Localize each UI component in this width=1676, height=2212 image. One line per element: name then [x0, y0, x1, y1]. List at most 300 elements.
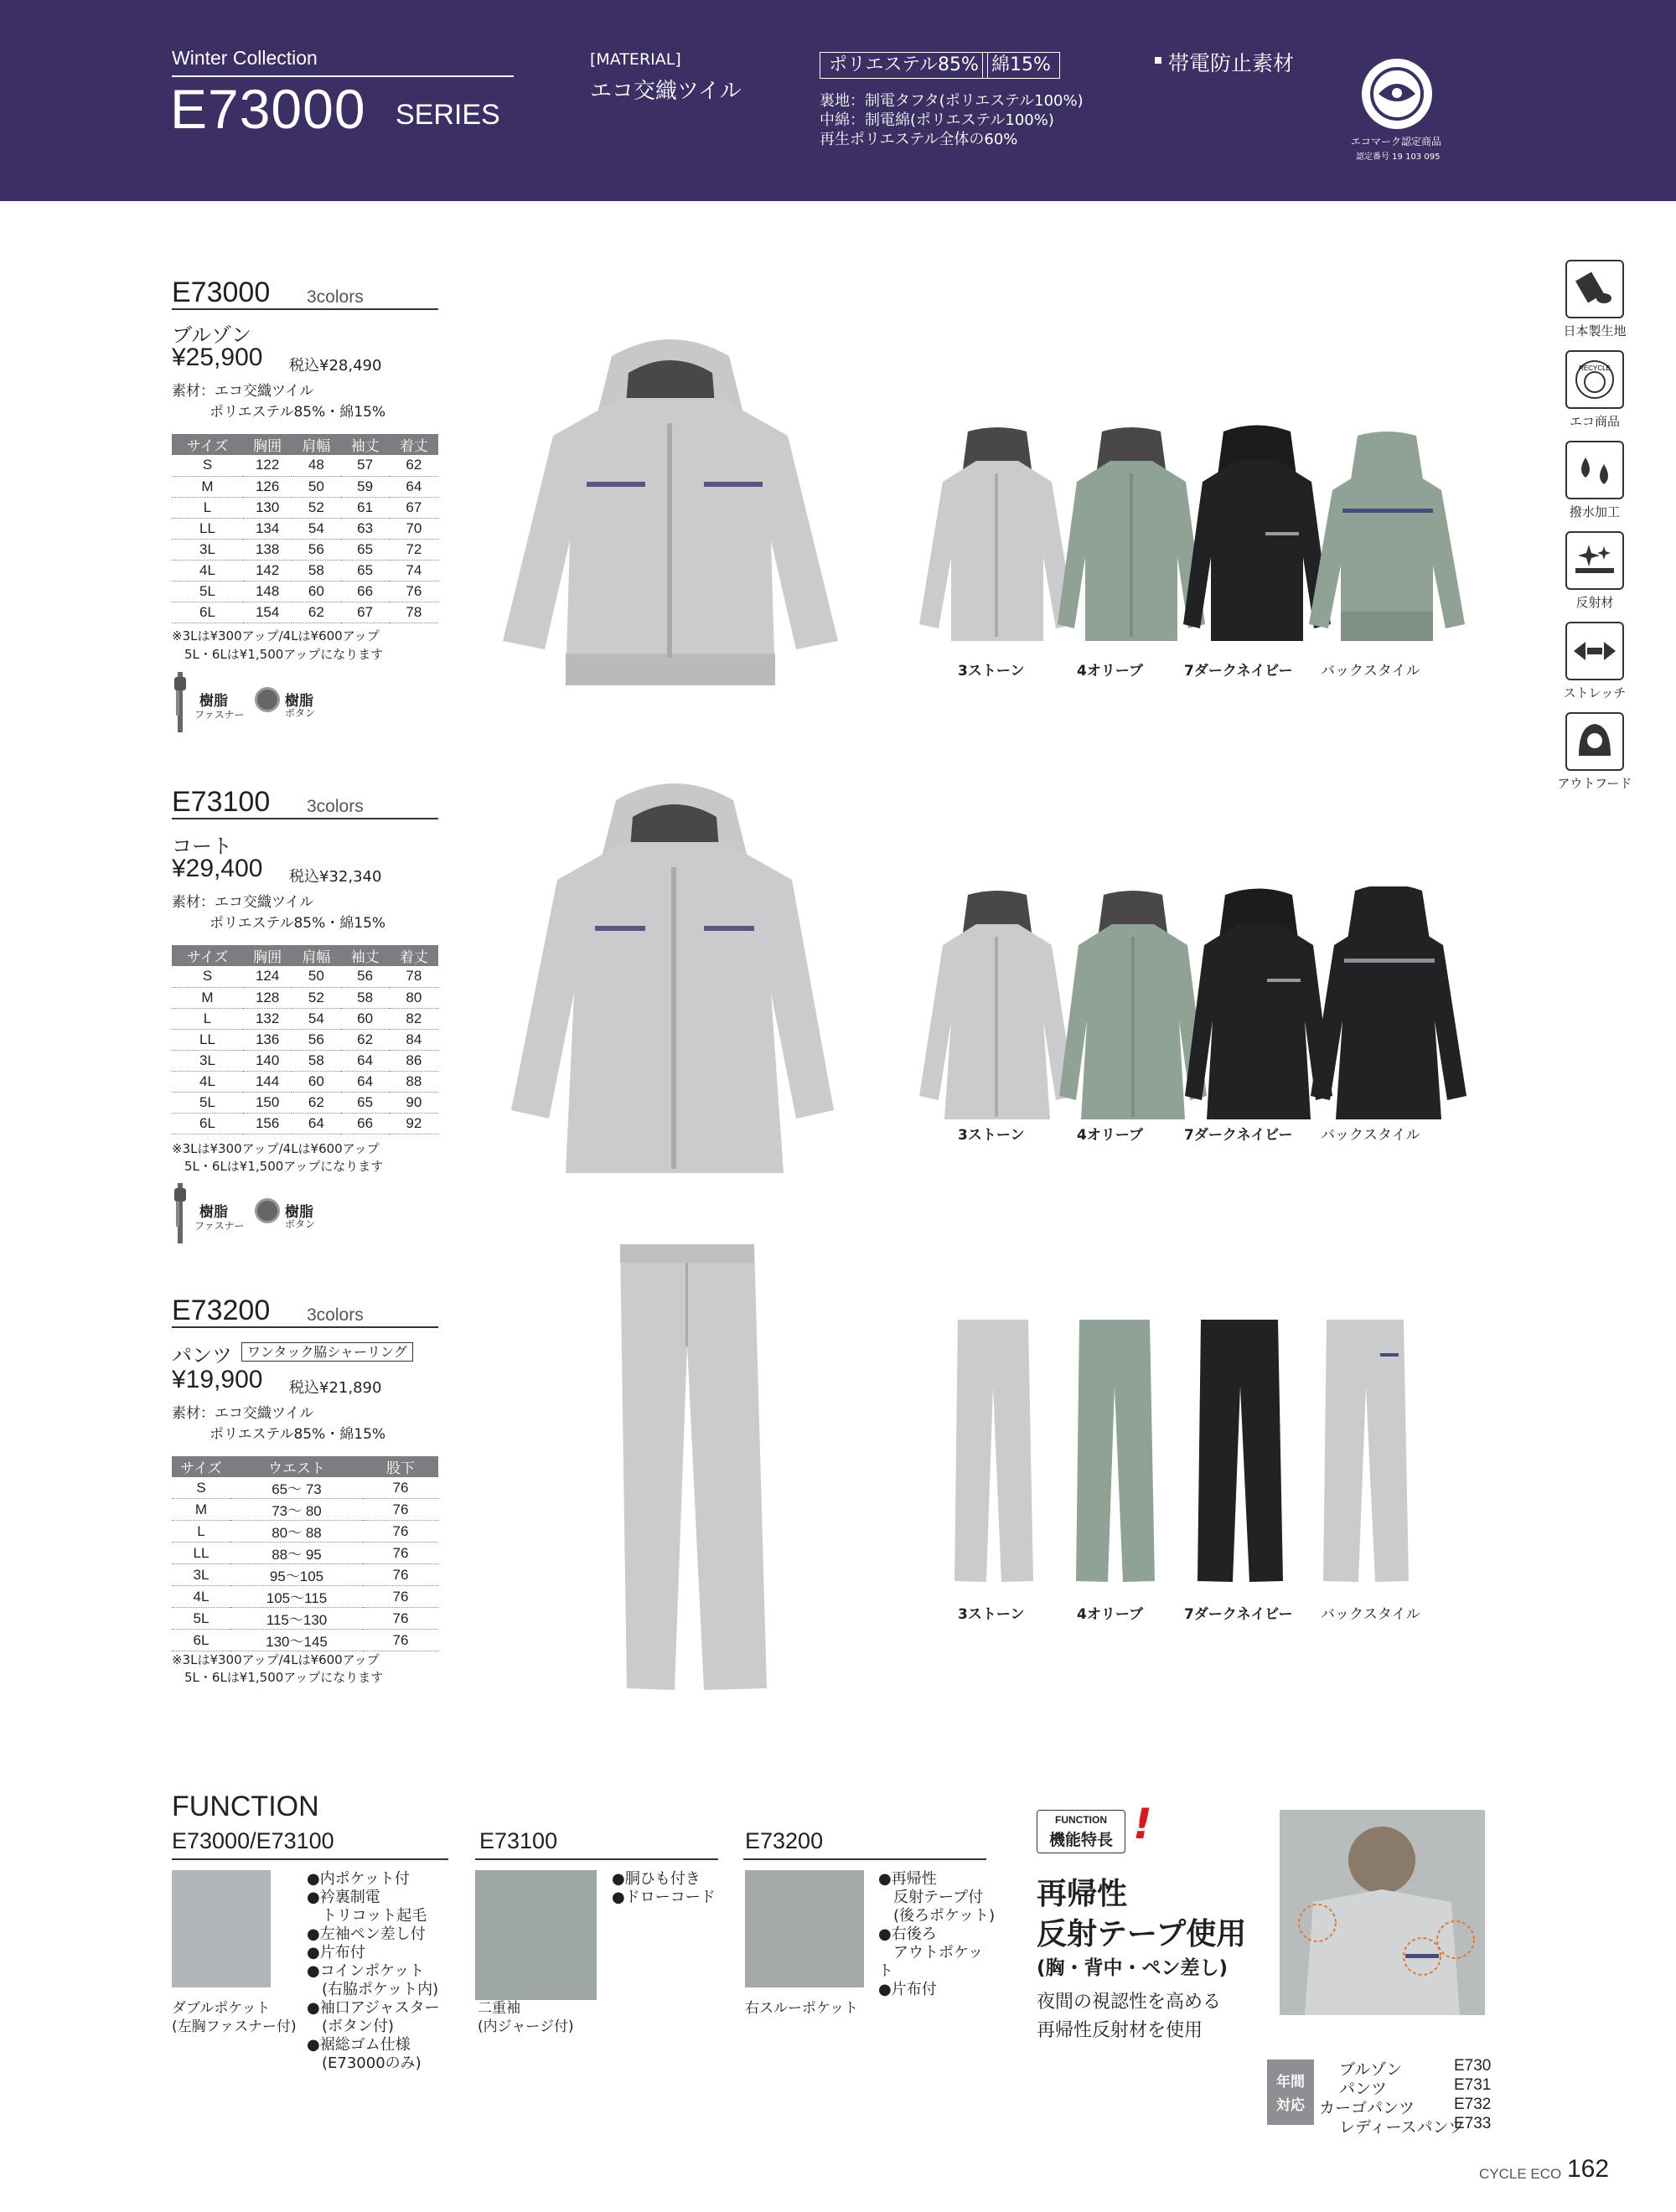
table-cell: 126	[243, 476, 292, 497]
color-label: 7ダークネイビー	[1184, 1127, 1293, 1144]
function-col3-title: E73200	[745, 1828, 824, 1853]
year-round-item-code: E733	[1454, 2115, 1492, 2132]
function-feature-badge	[1037, 1810, 1125, 1853]
table-cell: 62	[341, 1029, 390, 1050]
color-label: 7ダークネイビー	[1184, 663, 1293, 680]
table-cell: 128	[243, 987, 292, 1008]
table-cell: 74	[390, 560, 438, 581]
footer-brand: CYCLE ECO	[1479, 2166, 1562, 2182]
list-item: ●裾総ゴム仕様	[307, 2036, 411, 2054]
product-price: ¥19,900	[172, 1366, 263, 1393]
table-cell: 59	[341, 476, 390, 497]
table-cell: 76	[363, 1499, 438, 1521]
table-cell: 61	[341, 497, 390, 518]
product-tag: ワンタック脇シャーリング	[241, 1342, 413, 1362]
size-table	[172, 434, 438, 623]
zipper-sublabel: ファスナー	[194, 709, 245, 721]
size-header-cell: 肩幅	[292, 945, 340, 966]
size-header-cell: 着丈	[390, 945, 438, 966]
table-row	[172, 966, 438, 987]
size-note-2: 5L・6Lは¥1,500アップになります	[184, 647, 384, 662]
badge-top-label: FUNCTION	[1055, 1814, 1107, 1826]
product-code: E73000	[172, 276, 271, 308]
zipper-sublabel: ファスナー	[194, 1220, 245, 1232]
list-item: ●コインポケット	[307, 1962, 425, 1980]
reflective-tape-photo	[1280, 1810, 1485, 2015]
table-row	[172, 560, 438, 581]
table-row	[172, 1477, 438, 1499]
pants-stone-image	[951, 1320, 1035, 1584]
table-cell: 56	[341, 966, 390, 987]
function-list	[612, 1870, 721, 1907]
table-row	[172, 1499, 438, 1521]
table-cell: 76	[363, 1586, 438, 1608]
color-label: バックスタイル	[1321, 1127, 1420, 1144]
list-item: ●再帰性	[878, 1870, 937, 1888]
coat-back-image	[1309, 886, 1468, 1121]
table-cell: 64	[292, 1113, 340, 1134]
through-pocket-caption: 右スルーポケット	[745, 2000, 859, 2017]
size-header-cell: サイズ	[172, 945, 243, 966]
table-cell: 70	[390, 518, 438, 539]
product-code: E73100	[172, 786, 271, 818]
table-cell: 88～ 95	[230, 1543, 363, 1564]
product-price: ¥29,400	[172, 855, 263, 882]
size-header-cell: 着丈	[390, 434, 438, 455]
eco-mark-icon	[1362, 59, 1432, 129]
icon-label-recycle: エコ商品	[1569, 414, 1620, 429]
icon-label-outer-hood: アウトフード	[1557, 776, 1632, 791]
function-list	[878, 1870, 996, 1999]
list-item: (ボタン付)	[307, 2018, 395, 2035]
bullet-square-icon	[1155, 57, 1161, 64]
table-row	[172, 1586, 438, 1608]
coat-stone-image	[918, 886, 1077, 1121]
table-row	[172, 602, 438, 623]
table-cell: 64	[390, 476, 438, 497]
table-cell: 62	[292, 602, 340, 623]
table-row	[172, 1564, 438, 1586]
feature-desc-1: 夜間の視認性を高める	[1037, 1992, 1222, 2013]
year-round-item-name: カーゴパンツ	[1319, 2099, 1415, 2117]
stretch-icon	[1565, 622, 1624, 680]
table-cell: 54	[292, 1008, 340, 1029]
table-cell: 58	[292, 560, 340, 581]
function-col2-title: E73100	[479, 1828, 558, 1853]
feature-desc-2: 再帰性反射材を使用	[1037, 2020, 1203, 2041]
table-cell: 5L	[172, 1092, 243, 1113]
size-header-cell: 肩幅	[292, 434, 340, 455]
size-table	[172, 1456, 438, 1651]
product-colors: 3colors	[307, 1305, 364, 1325]
zipper-label: 樹脂	[199, 693, 228, 710]
table-cell: 60	[341, 1008, 390, 1029]
product-tax-price: 税込¥28,490	[289, 357, 382, 375]
year-round-label-2: 対応	[1276, 2097, 1305, 2114]
table-cell: 76	[363, 1521, 438, 1543]
table-row	[172, 455, 438, 476]
table-cell: 136	[243, 1029, 292, 1050]
collection-label: Winter Collection	[172, 47, 318, 69]
table-cell: 156	[243, 1113, 292, 1134]
product-price: ¥25,900	[172, 344, 263, 371]
table-cell: 64	[341, 1050, 390, 1071]
lining-detail: 裏地：制電タフタ(ポリエステル100%)	[820, 92, 1084, 110]
color-label: バックスタイル	[1321, 663, 1420, 680]
product-material: 素材：エコ交織ツイル	[172, 894, 314, 911]
product-colors: 3colors	[307, 287, 364, 307]
table-cell: 66	[341, 1113, 390, 1134]
size-note: ※3Lは¥300アップ/4Lは¥600アップ	[172, 1141, 380, 1156]
product-name: パンツ	[172, 1344, 232, 1367]
table-row	[172, 1092, 438, 1113]
icon-label-reflective: 反射材	[1575, 595, 1614, 610]
table-row	[172, 1608, 438, 1630]
year-round-label-1: 年間	[1276, 2074, 1305, 2091]
list-item: ●片布付	[307, 1944, 365, 1961]
table-cell: 76	[363, 1630, 438, 1651]
size-header-cell: ウエスト	[230, 1456, 363, 1477]
product-tax-price: 税込¥32,340	[289, 868, 382, 886]
feature-heading-1: 再帰性	[1037, 1877, 1128, 1911]
list-item: アウトポケット	[878, 1944, 984, 1980]
table-cell: 115～130	[230, 1608, 363, 1630]
pants-olive-image	[1073, 1320, 1156, 1584]
feature-heading-3: (胸・背中・ペン差し)	[1037, 1957, 1229, 1979]
list-item: ●内ポケット付	[307, 1870, 410, 1888]
table-cell: 3L	[172, 1050, 243, 1071]
table-row	[172, 1521, 438, 1543]
table-cell: 95～105	[230, 1564, 363, 1586]
table-cell: 124	[243, 966, 292, 987]
double-pocket-caption: ダブルポケット	[172, 2000, 271, 2017]
table-cell: 76	[390, 581, 438, 602]
water-repellent-icon	[1565, 441, 1624, 499]
table-cell: 4L	[172, 1071, 243, 1092]
color-label: 3ストーン	[958, 1606, 1025, 1623]
year-round-item-code: E730	[1454, 2057, 1492, 2075]
year-round-item-code: E732	[1454, 2096, 1492, 2113]
pants-navy-image	[1194, 1320, 1286, 1584]
product-code: E73200	[172, 1295, 271, 1326]
outer-hood-icon	[1565, 712, 1624, 771]
table-cell: 4L	[172, 560, 243, 581]
table-cell: 62	[292, 1092, 340, 1113]
product-blend: ポリエステル85%・綿15%	[210, 915, 386, 932]
double-pocket-photo	[172, 1870, 271, 1987]
blouson-back-image	[1307, 432, 1466, 649]
series-suffix: SERIES	[396, 99, 500, 131]
list-item: ●ドローコード	[612, 1889, 716, 1906]
table-row	[172, 1113, 438, 1134]
list-item: 反射テープ付	[878, 1889, 984, 1906]
table-cell: 154	[243, 602, 292, 623]
table-cell: 78	[390, 602, 438, 623]
table-cell: 134	[243, 518, 292, 539]
year-round-item-name: パンツ	[1339, 2080, 1388, 2098]
table-cell: 76	[363, 1477, 438, 1499]
table-cell: 88	[390, 1071, 438, 1092]
table-cell: 65	[341, 560, 390, 581]
table-row	[172, 1029, 438, 1050]
color-label: 7ダークネイビー	[1184, 1606, 1293, 1623]
table-cell: 92	[390, 1113, 438, 1134]
function-col2-divider	[475, 1858, 718, 1860]
function-col1-title: E73000/E73100	[172, 1828, 334, 1853]
product-material: 素材：エコ交織ツイル	[172, 1405, 314, 1422]
year-round-item-code: E731	[1454, 2076, 1492, 2094]
list-item: (後ろポケット)	[878, 1907, 996, 1925]
product-name: ブルゾン	[172, 323, 252, 347]
table-cell: 64	[341, 1071, 390, 1092]
size-header-cell: 袖丈	[341, 945, 390, 966]
table-cell: 80	[390, 987, 438, 1008]
table-cell: 56	[292, 539, 340, 560]
table-cell: 3L	[172, 539, 243, 560]
table-cell: LL	[172, 1543, 230, 1564]
zipper-label: 樹脂	[199, 1204, 228, 1221]
double-sleeve-photo	[475, 1870, 597, 2000]
table-row	[172, 1630, 438, 1651]
table-cell: 130～145	[230, 1630, 363, 1651]
year-round-item-name: ブルゾン	[1339, 2060, 1403, 2079]
badge-polyester: ポリエステル85%	[820, 52, 988, 79]
table-cell: 140	[243, 1050, 292, 1071]
table-cell: 58	[341, 987, 390, 1008]
recycled-detail: 再生ポリエステル全体の60%	[820, 131, 1018, 148]
table-cell: 50	[292, 966, 340, 987]
table-cell: 67	[341, 602, 390, 623]
double-sleeve-caption: 二重袖	[478, 2000, 520, 2017]
list-item: ●胴ひも付き	[612, 1870, 701, 1888]
size-header-cell: サイズ	[172, 1456, 230, 1477]
table-cell: 60	[292, 1071, 340, 1092]
table-cell: 90	[390, 1092, 438, 1113]
table-cell: 65	[341, 1092, 390, 1113]
table-cell: 138	[243, 539, 292, 560]
table-cell: 132	[243, 1008, 292, 1029]
table-row	[172, 497, 438, 518]
table-cell: S	[172, 966, 243, 987]
function-title: FUNCTION	[172, 1791, 319, 1822]
size-note-2: 5L・6Lは¥1,500アップになります	[184, 1670, 384, 1685]
table-cell: 52	[292, 987, 340, 1008]
list-item: ●右後ろ	[878, 1925, 937, 1943]
table-cell: M	[172, 987, 243, 1008]
table-cell: 54	[292, 518, 340, 539]
function-list	[307, 1870, 453, 2073]
size-header-cell: 股下	[363, 1456, 438, 1477]
table-row	[172, 539, 438, 560]
table-cell: L	[172, 497, 243, 518]
eco-mark-label: エコマーク認定商品	[1351, 136, 1442, 147]
table-cell: L	[172, 1008, 243, 1029]
page-header	[0, 0, 1676, 201]
table-cell: 105～115	[230, 1586, 363, 1608]
icon-label-made-in-japan: 日本製生地	[1563, 323, 1627, 339]
table-cell: 60	[292, 581, 340, 602]
size-table	[172, 945, 438, 1134]
table-cell: 4L	[172, 1586, 230, 1608]
product-divider	[172, 1326, 438, 1328]
size-header-cell: 胸囲	[243, 945, 292, 966]
table-cell: 130	[243, 497, 292, 518]
table-cell: 56	[292, 1029, 340, 1050]
button-icon	[255, 1198, 280, 1223]
button-label: 樹脂	[285, 693, 313, 710]
list-item: ●袖口アジャスター	[307, 1999, 440, 2017]
table-cell: 76	[363, 1608, 438, 1630]
button-sublabel: ボタン	[285, 707, 316, 719]
product-name: コート	[172, 835, 232, 858]
table-cell: 6L	[172, 1630, 230, 1651]
table-cell: 76	[363, 1564, 438, 1586]
color-label: バックスタイル	[1321, 1606, 1420, 1623]
icon-label-stretch: ストレッチ	[1563, 685, 1627, 700]
table-row	[172, 1008, 438, 1029]
table-cell: 48	[292, 455, 340, 476]
table-cell: 5L	[172, 1608, 230, 1630]
table-row	[172, 1050, 438, 1071]
button-icon	[255, 687, 280, 712]
recycle-icon	[1565, 350, 1624, 409]
year-round-item-name: レディースパンツ	[1339, 2118, 1465, 2137]
table-row	[172, 1071, 438, 1092]
blouson-stone-image	[918, 423, 1077, 649]
table-cell: L	[172, 1521, 230, 1543]
table-row	[172, 476, 438, 497]
svg-text:RECYCLE: RECYCLE	[1579, 364, 1611, 372]
size-table-header	[172, 1456, 438, 1477]
table-cell: 150	[243, 1092, 292, 1113]
product-divider	[172, 818, 438, 819]
color-label: 3ストーン	[958, 663, 1025, 680]
table-cell: 50	[292, 476, 340, 497]
badge-main-label: 機能特長	[1048, 1831, 1113, 1849]
table-cell: 148	[243, 581, 292, 602]
size-header-cell: 胸囲	[243, 434, 292, 455]
list-item: ●片布付	[878, 1981, 937, 1998]
pants-main-image	[603, 1244, 771, 1693]
product-divider	[172, 308, 438, 310]
table-row	[172, 581, 438, 602]
zipper-icon	[171, 1183, 189, 1243]
antistatic-label: 帯電防止素材	[1168, 51, 1295, 75]
color-label: 4オリーブ	[1077, 1606, 1143, 1623]
eco-mark-number: 認定番号 19 103 095	[1356, 152, 1441, 162]
table-cell: 6L	[172, 602, 243, 623]
color-label: 4オリーブ	[1077, 663, 1143, 680]
table-cell: 65	[341, 539, 390, 560]
table-cell: 63	[341, 518, 390, 539]
size-table-header	[172, 945, 438, 966]
exclamation-mark-icon: !	[1133, 1800, 1152, 1848]
size-table-header	[172, 434, 438, 455]
double-sleeve-caption-2: (内ジャージ付)	[478, 2018, 574, 2035]
product-material: 素材：エコ交織ツイル	[172, 383, 314, 400]
table-cell: LL	[172, 1029, 243, 1050]
year-round-badge	[1267, 2060, 1314, 2125]
table-cell: 82	[390, 1008, 438, 1029]
product-tax-price: 税込¥21,890	[289, 1379, 382, 1397]
through-pocket-photo	[745, 1870, 864, 1987]
color-label: 4オリーブ	[1077, 1127, 1143, 1144]
table-cell: 52	[292, 497, 340, 518]
table-cell: 58	[292, 1050, 340, 1071]
table-cell: 73～ 80	[230, 1499, 363, 1521]
list-item: (E73000のみ)	[307, 2054, 422, 2072]
pants-back-image	[1320, 1320, 1412, 1584]
function-col1-divider	[172, 1858, 448, 1860]
feature-heading-2: 反射テープ使用	[1037, 1917, 1247, 1951]
table-cell: 65～ 73	[230, 1477, 363, 1499]
table-cell: M	[172, 1499, 230, 1521]
list-item: ●左袖ペン差し付	[307, 1925, 426, 1943]
material-tag: [MATERIAL]	[590, 50, 681, 69]
double-pocket-caption-2: (左胸ファスナー付)	[172, 2018, 297, 2035]
list-item: トリコット起毛	[307, 1907, 427, 1925]
table-cell: 76	[363, 1543, 438, 1564]
table-cell: LL	[172, 518, 243, 539]
blouson-main-image	[494, 323, 846, 695]
made-in-japan-icon	[1565, 260, 1624, 318]
product-blend: ポリエステル85%・綿15%	[210, 1426, 386, 1443]
table-row	[172, 987, 438, 1008]
table-cell: S	[172, 455, 243, 476]
table-row	[172, 1543, 438, 1564]
table-cell: 62	[390, 455, 438, 476]
reflective-icon	[1565, 531, 1624, 590]
padding-detail: 中綿：制電綿(ポリエステル100%)	[820, 111, 1054, 129]
table-cell: S	[172, 1477, 230, 1499]
table-cell: 86	[390, 1050, 438, 1071]
table-cell: 122	[243, 455, 292, 476]
icon-label-water-repellent: 撥水加工	[1569, 504, 1620, 519]
product-blend: ポリエステル85%・綿15%	[210, 404, 386, 421]
table-cell: 66	[341, 581, 390, 602]
page-number: 162	[1567, 2155, 1610, 2183]
table-cell: 57	[341, 455, 390, 476]
size-note: ※3Lは¥300アップ/4Lは¥600アップ	[172, 1652, 380, 1667]
product-colors: 3colors	[307, 797, 364, 816]
table-cell: 3L	[172, 1564, 230, 1586]
material-name: エコ交織ツイル	[590, 79, 742, 104]
table-cell: 72	[390, 539, 438, 560]
size-note: ※3Lは¥300アップ/4Lは¥600アップ	[172, 628, 380, 643]
size-note-2: 5L・6Lは¥1,500アップになります	[184, 1159, 384, 1174]
table-cell: M	[172, 476, 243, 497]
button-label: 樹脂	[285, 1204, 313, 1221]
coat-main-image	[507, 767, 838, 1177]
button-sublabel: ボタン	[285, 1218, 316, 1230]
table-cell: 6L	[172, 1113, 243, 1134]
zipper-icon	[171, 672, 189, 732]
size-header-cell: サイズ	[172, 434, 243, 455]
color-label: 3ストーン	[958, 1127, 1025, 1144]
table-cell: 80～ 88	[230, 1521, 363, 1543]
list-item: (右脇ポケット内)	[307, 1981, 439, 1998]
table-cell: 144	[243, 1071, 292, 1092]
list-item: ●衿裏制電	[307, 1889, 380, 1906]
size-header-cell: 袖丈	[341, 434, 390, 455]
table-cell: 142	[243, 560, 292, 581]
table-cell: 84	[390, 1029, 438, 1050]
table-cell: 67	[390, 497, 438, 518]
table-cell: 5L	[172, 581, 243, 602]
table-cell: 78	[390, 966, 438, 987]
badge-cotton: 綿15%	[982, 52, 1060, 79]
table-row	[172, 518, 438, 539]
